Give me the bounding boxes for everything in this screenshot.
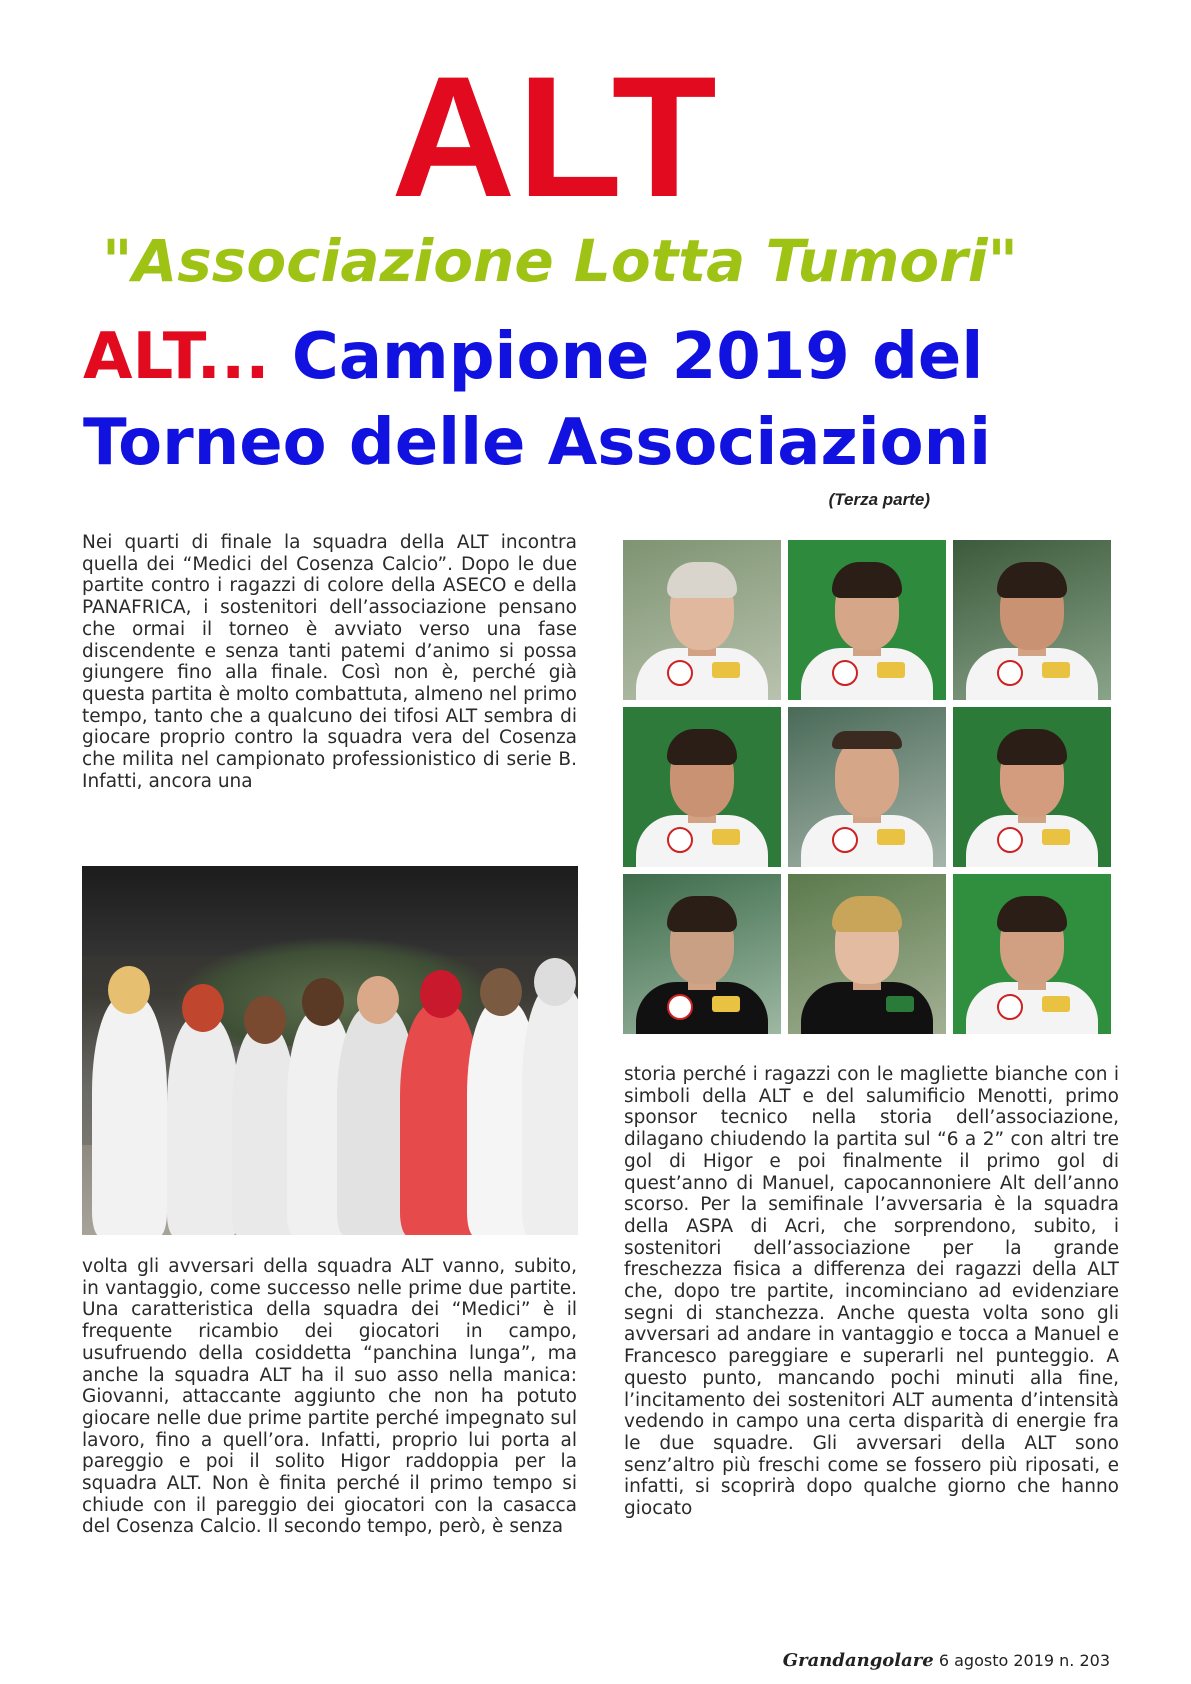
person-figure [92,996,167,1235]
person-head [244,996,286,1044]
player-portrait [788,874,946,1034]
person-head [420,970,462,1018]
brand-title: ALT [391,41,719,233]
article-column-right: storia perché i ragazzi con le magliette bianche con i simboli della ALT e del salumificio Menotti, primo sponsor tecnico nella storia dell’associazione, dilagano chiudendo la partita sul “6 a 2” con altri tre gol di Higor e poi finalmente il primo gol di quest’anno di Manuel, capocannoniere Alt dell’anno scorso. Per la semifinale l’avversaria è la squadra della ASPA di Acri, che sorprendono, subito, i sostenitori dell’associazione per la grande freschezza fisica a differenza dei ragazzi della ALT che, dopo tre partite, incominciano ad evidenziare segni di stanchezza. Anche questa volta sono gli avversari ad andare in vantaggio e tocca a Manuel e Francesco pareggiare e superarli nel punteggio. A questo punto, mancando pochi minuti alla fine, l’incitamento dei sostenitori ALT aumenta d’intensità vedendo in campo una certa disparità di energie fra le due squadre. Gli avversari della ALT sono senz’altro più freschi come se fossero più riposati, e infatti, si scoprirà dopo qualche giorno che hanno giocato [624,1064,1119,1520]
headline-red-part: ALT... [83,320,270,394]
issue-info: 6 agosto 2019 n. 203 [933,1651,1110,1670]
magazine-name: Grandangolare [782,1650,934,1671]
player-portrait [953,874,1111,1034]
headline-line-2: Torneo delle Associazioni [83,406,992,480]
player-portrait [788,540,946,700]
player-portrait [623,540,781,700]
headline-line-1 [83,318,1143,396]
player-portrait [953,707,1111,867]
person-head [182,984,224,1032]
article-column-left-bottom: volta gli avversari della squadra ALT vanno, subito, in vantaggio, come successo nelle prime due partite. Una caratteristica della squadra dei “Medici” è il frequente ricambio dei giocatori in campo, usufruendo della cosiddetta “panchina lunga”, ma anche la squadra ALT ha il suo asso nella manica: Giovanni, attaccante aggiunto che non ha potuto giocare nelle due prime partite perché impegnato sul lavoro, fino a quell’ora. Infatti, proprio lui porta al pareggio e poi il solito Higor raddoppia per la squadra ALT. Non è finita perché il primo tempo si chiude con il pareggio dei giocatori con la casacca del Cosenza Calcio. Il secondo tempo, però, è senza [82,1256,577,1538]
person-head [108,966,150,1014]
person-figure [522,986,578,1235]
player-portrait [623,874,781,1034]
person-head [480,968,522,1016]
article-column-left-top: Nei quarti di finale la squadra della ALT incontra quella dei “Medici del Cosenza Calcio”. Dopo le due partite contro i ragazzi di colore della ASECO e della PANAFRICA, i sostenitori dell’associazione pensano che ormai il torneo è avviato verso una fase discendente e senza tanti patemi d’animo si possa giungere fino alla finale. Così non è, perché già questa partita è molto combattuta, almeno nel primo tempo, tanto che a qualcuno dei tifosi ALT sembra di giocare proprio contro la squadra vera del Cosenza che milita nel campionato professionistico di serie B. Infatti, ancora una [82,532,577,792]
player-portrait [623,707,781,867]
player-portrait [788,707,946,867]
part-label: (Terza parte) [828,490,930,509]
footer [640,1650,1110,1671]
group-photo [82,866,578,1235]
person-head [534,958,576,1006]
headline-blue-part: Campione 2019 del [269,320,984,394]
person-head [357,976,399,1024]
association-subtitle: "Associazione Lotta Tumori" [102,227,1018,295]
player-portrait [953,540,1111,700]
person-figure [167,1016,239,1235]
player-portrait-grid [623,540,1111,1034]
person-head [302,978,344,1026]
